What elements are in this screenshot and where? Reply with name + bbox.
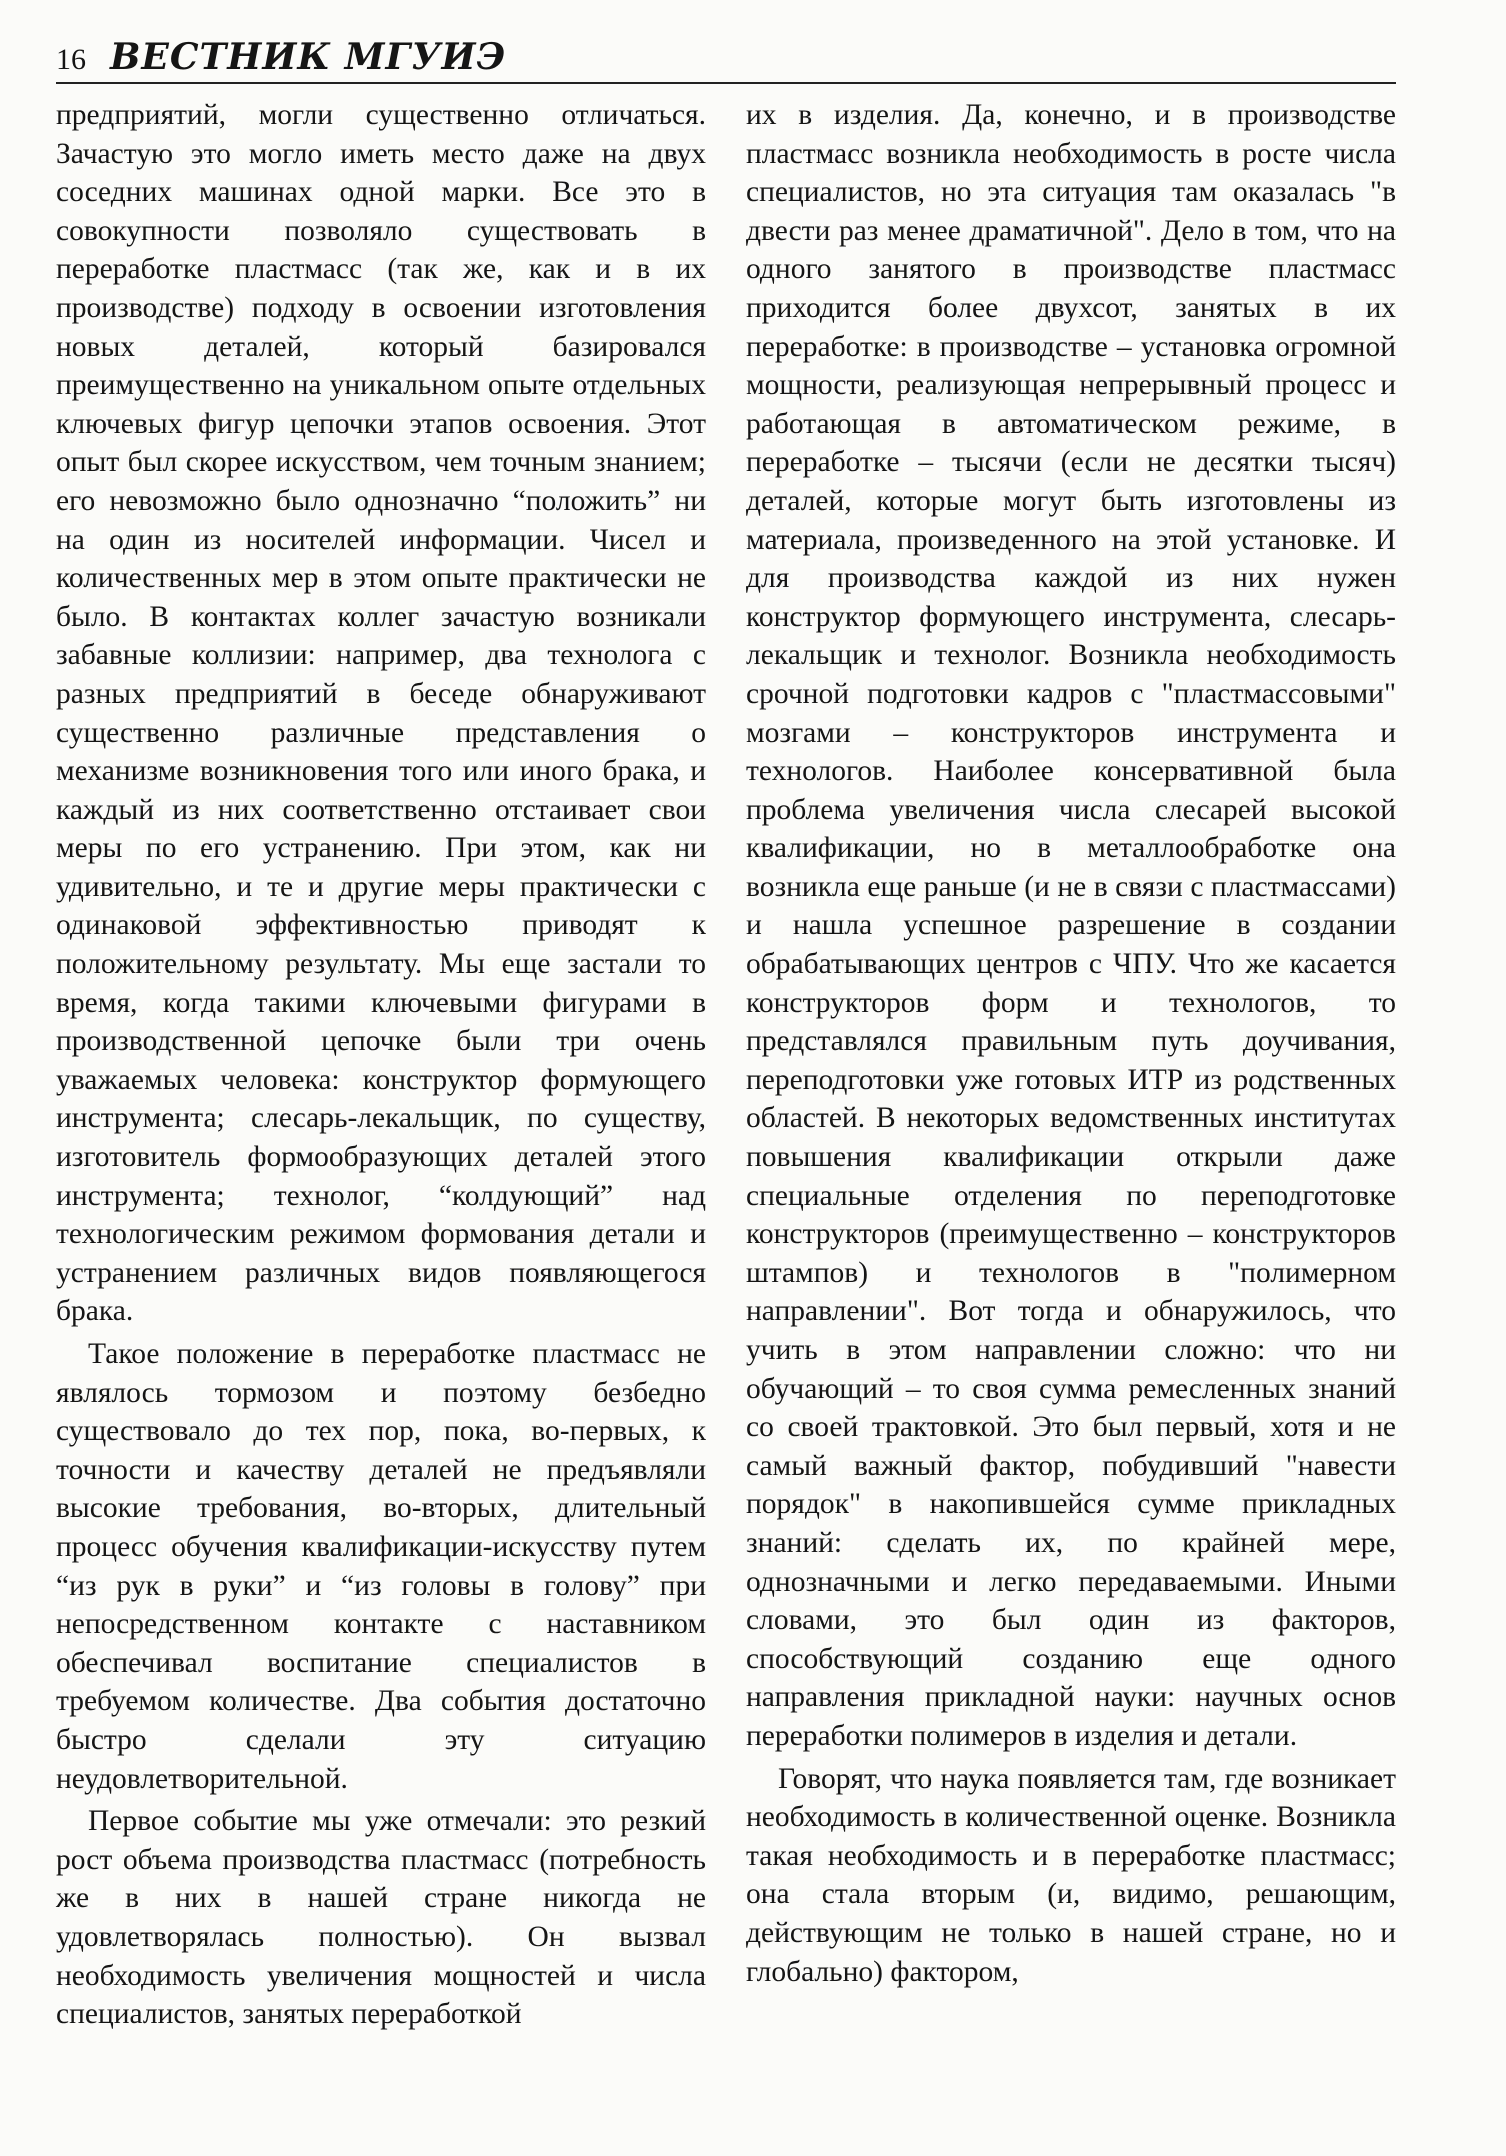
right-column [746,96,1396,1991]
paragraph: Такое положение в переработке пластмасс не являлось тормозом и поэтому безбедно существовало до тех пор, пока, во-первых, к точности и качеству деталей не предъявляли высокие требования, во-вторых, длительный процесс обучения квалификации-искусству путем “из рук в руки” и “из головы в голову” при непосредственном контакте с наставником обеспечивал воспитание специалистов в требуемом количестве. Два события достаточно быстро сделали эту ситуацию неудовлетворительной. [56,1338,706,1795]
page-header [56,28,1396,84]
left-column [56,96,706,2034]
paragraph: Говорят, что наука появляется там, где возникает необходимость в количественной оценке. Возникла такая необходимость и в переработке пластмасс; она стала вторым (и, видимо, решающим, действующим не только в нашей стране, но и глобально) фактором, [746,1762,1396,1988]
paragraph: их в изделия. Да, конечно, и в производстве пластмасс возникла необходимость в росте числа специалистов, но эта ситуация там оказалась "в двести раз менее драматичной". Дело в том, что на одного занятого в производстве пластмасс приходится более двухсот, занятых в их переработке: в производстве – установка огромной мощности, реализующая непрерывный процесс и работающая в автоматическом режиме, в переработке – тысячи (если не десятки тысяч) деталей, которые могут быть изготовлены из материала, произведенного на этой установке. И для производства каждой из них нужен конструктор формующего инструмента, слесарь-лекальщик и технолог. Возникла необходимость срочной подготовки кадров с "пластмассовыми" мозгами – конструкторов инструмента и технологов. Наиболее консервативной была проблема увеличения числа слесарей высокой квалификации, но в металлообработке она возникла еще раньше (и не в связи с пластмассами) и нашла успешное разрешение в создании обрабатывающих центров с ЧПУ. Что же касается конструкторов форм и технологов, то представлялся правильным путь доучивания, переподготовки уже готовых ИТР из родственных областей. В некоторых ведомственных институтах повышения квалификации открыли даже специальные отделения по переподготовке конструкторов (преимущественно – конструкторов штампов) и технологов в "полимерном направлении". Вот тогда и обнаружилось, что учить в этом направлении сложно: что ни обучающий – то своя сумма ремесленных знаний со своей трактовкой. Это был первый, хотя и не самый важный фактор, побудивший "навести порядок" в накопившейся сумме прикладных знаний: сделать их, по крайней мере, однозначными и легко передаваемыми. Иными словами, это был один из факторов, способствующий созданию еще одного направления прикладной науки: научных основ переработки полимеров в изделия и детали. [746,99,1396,1752]
journal-title: ВЕСТНИК МГУИЭ [110,36,507,78]
page-number: 16 [56,43,86,76]
paragraph: предприятий, могли существенно отличаться. Зачастую это могло иметь место даже на двух соседних машинах одной марки. Все это в совокупности позволяло существовать в переработке пластмасс (так же, как и в их производстве) подходу в освоении изготовления новых деталей, который базировался преимущественно на уникальном опыте отдельных ключевых фигур цепочки этапов освоения. Этот опыт был скорее искусством, чем точным знанием; его невозможно было однозначно “положить” ни на один из носителей информации. Чисел и количественных мер в этом опыте практически не было. В контактах коллег зачастую возникали забавные коллизии: например, два технолога с разных предприятий в беседе обнаруживают существенно различные представления о механизме возникновения того или иного брака, и каждый из них соответственно отстаивает свои меры по его устранению. При этом, как ни удивительно, и те и другие меры практически с одинаковой эффективностью приводят к положительному результату. Мы еще застали то время, когда такими ключевыми фигурами в производственной цепочке были три очень уважаемых человека: конструктор формующего инструмента; слесарь-лекальщик, по существу, изготовитель формообразующих деталей этого инструмента; технолог, “колдующий” над технологическим режимом формования детали и устранением различных видов появляющегося брака. [56,99,706,1328]
paragraph: Первое событие мы уже отмечали: это резкий рост объема производства пластмасс (потребность же в них в нашей стране никогда не удовлетворялась полностью). Он вызвал необходимость увеличения мощностей и числа специалистов, занятых переработкой [56,1805,706,2031]
